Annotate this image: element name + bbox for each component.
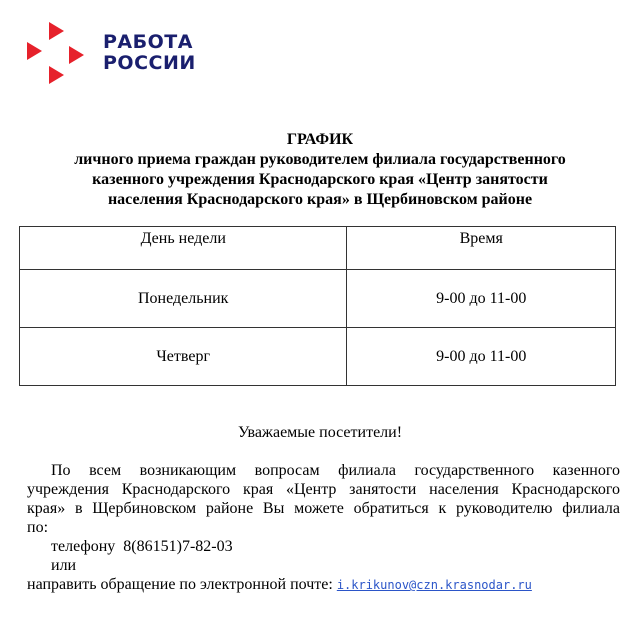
phone-line	[27, 537, 620, 556]
document-title	[20, 130, 620, 210]
row-time: 9-00 до 11-00	[347, 270, 616, 328]
row-day: Понедельник	[20, 270, 347, 328]
title-line-2: казенного учреждения Краснодарского края «Центр занятости	[92, 171, 548, 188]
table-row	[20, 328, 616, 386]
email-prefix: направить обращение по электронной почте:	[27, 576, 337, 593]
logo-arrows-icon	[27, 22, 85, 84]
greeting: Уважаемые посетители!	[237, 424, 403, 441]
row-day: Четверг	[20, 328, 347, 386]
or-line: или	[51, 557, 77, 574]
paragraph-line-1: По всем возникающим вопросам филиала государственного казенного	[51, 462, 620, 479]
email-link[interactable]: i.krikunov@czn.krasnodar.ru	[336, 578, 532, 592]
reception-schedule-table	[19, 226, 616, 386]
title-heading: ГРАФИК	[286, 131, 354, 148]
paragraph-line-3: края» в Щербиновском районе Вы можете обратиться к руководителю филиала	[27, 500, 620, 517]
phone-text: телефону 8(86151)7-82-03	[51, 538, 233, 555]
header-time: Время	[347, 227, 616, 270]
table-row	[20, 270, 616, 328]
logo-line-2: РОССИИ	[103, 52, 196, 74]
rabota-rossii-logo	[27, 22, 207, 84]
logo-line-1: РАБОТА	[103, 31, 193, 53]
paragraph-line-4: по:	[27, 519, 49, 536]
title-line-3: населения Краснодарского края» в Щербиновском районе	[107, 191, 533, 208]
paragraph-line-2: учреждения Краснодарского края «Центр занятости населения Краснодарского	[27, 481, 620, 498]
header-day: День недели	[20, 227, 347, 270]
email-line	[27, 575, 620, 595]
table-header-row	[20, 227, 616, 270]
row-time: 9-00 до 11-00	[347, 328, 616, 386]
title-line-1: личного приема граждан руководителем филиала государственного	[74, 151, 566, 168]
logo-wordmark	[103, 32, 196, 74]
contact-paragraph	[27, 461, 620, 595]
